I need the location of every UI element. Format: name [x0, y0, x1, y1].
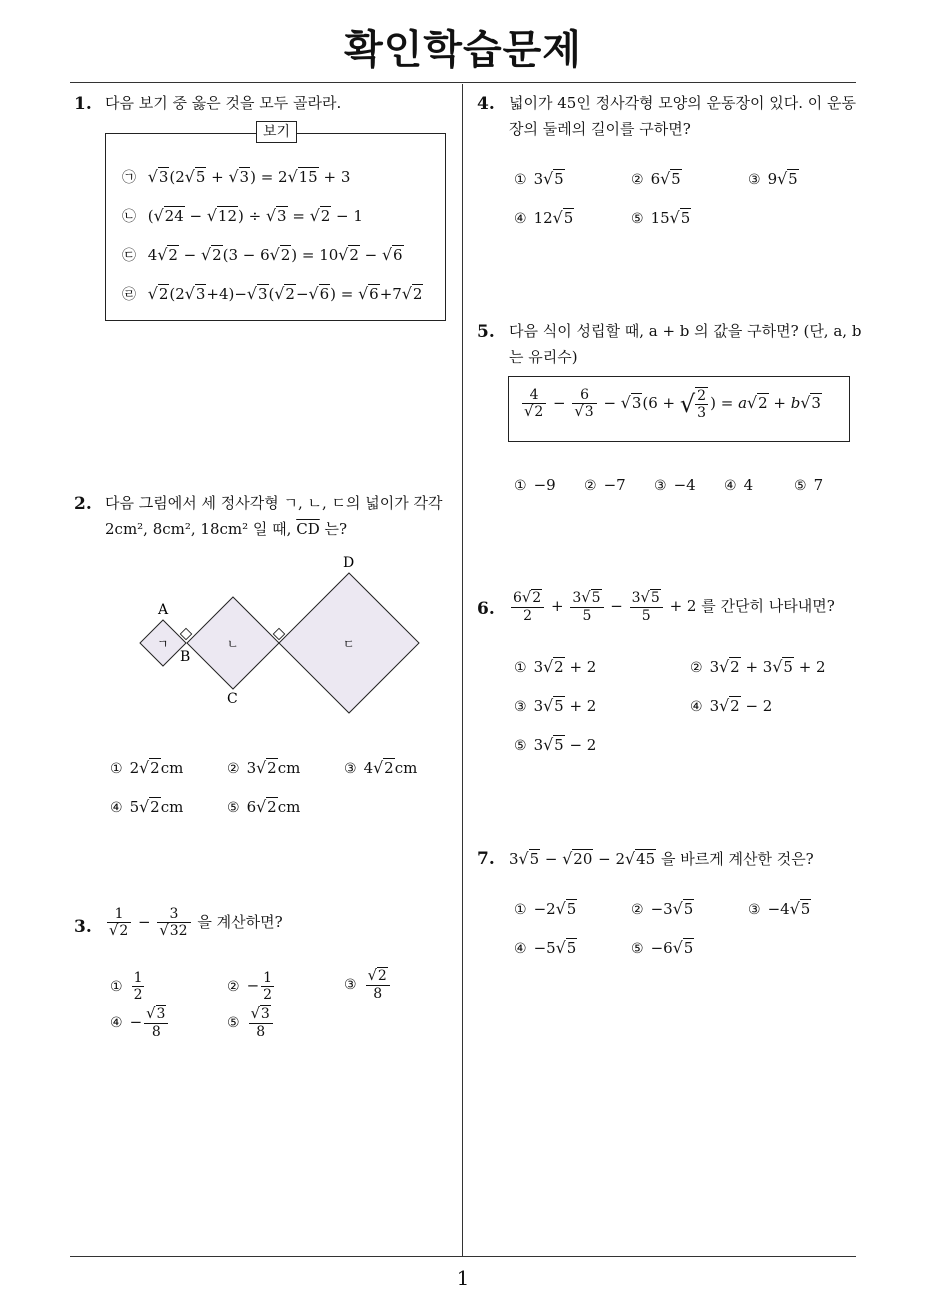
question-number: 7.: [477, 849, 495, 869]
option-3[interactable]: ③ 3√5 + 2: [514, 696, 597, 715]
option-1[interactable]: ① 3√5: [514, 169, 564, 188]
bogi-label: 보기: [256, 121, 297, 143]
equation: $\frac{4}{√2}$ − $\frac{6}{√3}$ − √3(6 + √ $\frac{2}{3}$ ) = a√2 + b√3: [524, 387, 821, 422]
option-5[interactable]: ⑤ 15√5: [631, 208, 691, 227]
option-2[interactable]: ② − $\frac{1}{2}$: [227, 970, 273, 1004]
label-a: A: [158, 602, 169, 618]
option-2[interactable]: ② −3√5: [631, 899, 694, 918]
statement-1: ㉠ √3(2√5 + √3) = 2√15 + 3: [122, 167, 351, 186]
option-2[interactable]: ② −7: [584, 476, 626, 494]
option-4[interactable]: ④ 4: [724, 476, 754, 494]
statement-2: ㉡ (√24 − √12) ÷ √3 = √2 − 1: [122, 206, 363, 225]
label-c: C: [227, 691, 238, 707]
statement-mark: ㉠: [122, 170, 136, 186]
right-angle-mark: [180, 628, 191, 639]
option-3[interactable]: ③ 4√2cm: [344, 758, 418, 777]
option-1[interactable]: ① $\frac{1}{2}$: [110, 970, 143, 1004]
statement-4: ㉣ √2(2√3+4)−√3(√2−√6) = √6+7√2: [122, 284, 423, 303]
page-title: 확인학습문제: [344, 27, 582, 73]
question-number: 2.: [74, 494, 92, 514]
option-3[interactable]: ③ $\frac{√2}{8}$: [344, 968, 392, 1002]
option-2[interactable]: ② 3√2cm: [227, 758, 301, 777]
option-1[interactable]: ① 2√2cm: [110, 758, 184, 777]
question-number: 1.: [74, 94, 92, 114]
square-label-n: ㄴ: [227, 637, 239, 651]
square-label-d: ㄷ: [343, 637, 355, 651]
option-4[interactable]: ④ − $\frac{√3}{8}$: [110, 1006, 170, 1040]
label-b: B: [180, 649, 191, 665]
page-number: 1: [456, 1266, 470, 1290]
square-label-g: ㄱ: [157, 637, 169, 651]
question-text-line2: 2cm², 8cm², 18cm² 일 때, $\overline{CD}$ 는?: [105, 520, 348, 538]
option-5[interactable]: ⑤ $\frac{√3}{8}$: [227, 1006, 275, 1040]
option-1[interactable]: ① −2√5: [514, 899, 577, 918]
option-4[interactable]: ④ 5√2cm: [110, 797, 184, 816]
question-text-line2: 장의 둘레의 길이를 구하면?: [509, 120, 691, 138]
question-text-line1: 다음 식이 성립할 때, a + b 의 값을 구하면? (단, a, b: [509, 322, 862, 340]
option-4[interactable]: ④ 12√5: [514, 208, 574, 227]
option-1[interactable]: ① 3√2 + 2: [514, 657, 597, 676]
option-2[interactable]: ② 3√2 + 3√5 + 2: [690, 657, 826, 676]
question-number: 5.: [477, 322, 495, 342]
option-4[interactable]: ④ 3√2 − 2: [690, 696, 773, 715]
statement-mark: ㉢: [122, 248, 136, 264]
option-4[interactable]: ④ −5√5: [514, 938, 577, 957]
question-text-line2: 는 유리수): [509, 348, 578, 366]
question-number: 6.: [477, 599, 495, 619]
question-text: $\frac{6√2}{2}$ + $\frac{3√5}{5}$ − $\frac{3√5}{5}$ + 2 를 간단히 나타내면?: [513, 589, 835, 624]
statement-mark: ㉡: [122, 209, 136, 225]
option-5[interactable]: ⑤ 7: [794, 476, 824, 494]
question-number: 3.: [74, 917, 92, 937]
option-5[interactable]: ⑤ 3√5 − 2: [514, 735, 597, 754]
segment-cd: $\overline{CD}$: [296, 520, 320, 538]
question-text: $\frac{1}{√2}$ − $\frac{3}{√32}$ 을 계산하면?: [109, 906, 283, 940]
question-text-line1: 넓이가 45인 정사각형 모양의 운동장이 있다. 이 운동: [509, 94, 857, 112]
option-3[interactable]: ③ 9√5: [748, 169, 798, 188]
question-number: 4.: [477, 94, 495, 114]
statement-mark: ㉣: [122, 287, 136, 303]
option-1[interactable]: ① −9: [514, 476, 556, 494]
option-2[interactable]: ② 6√5: [631, 169, 681, 188]
option-5[interactable]: ⑤ 6√2cm: [227, 797, 301, 816]
question-text: 3√5 − √20 − 2√45 을 바르게 계산한 것은?: [509, 849, 814, 868]
label-d: D: [343, 555, 355, 571]
question-text: 다음 보기 중 옳은 것을 모두 골라라.: [105, 94, 342, 112]
option-5[interactable]: ⑤ −6√5: [631, 938, 694, 957]
option-3[interactable]: ③ −4: [654, 476, 696, 494]
option-3[interactable]: ③ −4√5: [748, 899, 811, 918]
statement-3: ㉢ 4√2 − √2(3 − 6√2) = 10√2 − √6: [122, 245, 403, 264]
right-angle-mark: [273, 628, 284, 639]
question-text-line1: 다음 그림에서 세 정사각형 ㄱ, ㄴ, ㄷ의 넓이가 각각: [105, 494, 443, 512]
